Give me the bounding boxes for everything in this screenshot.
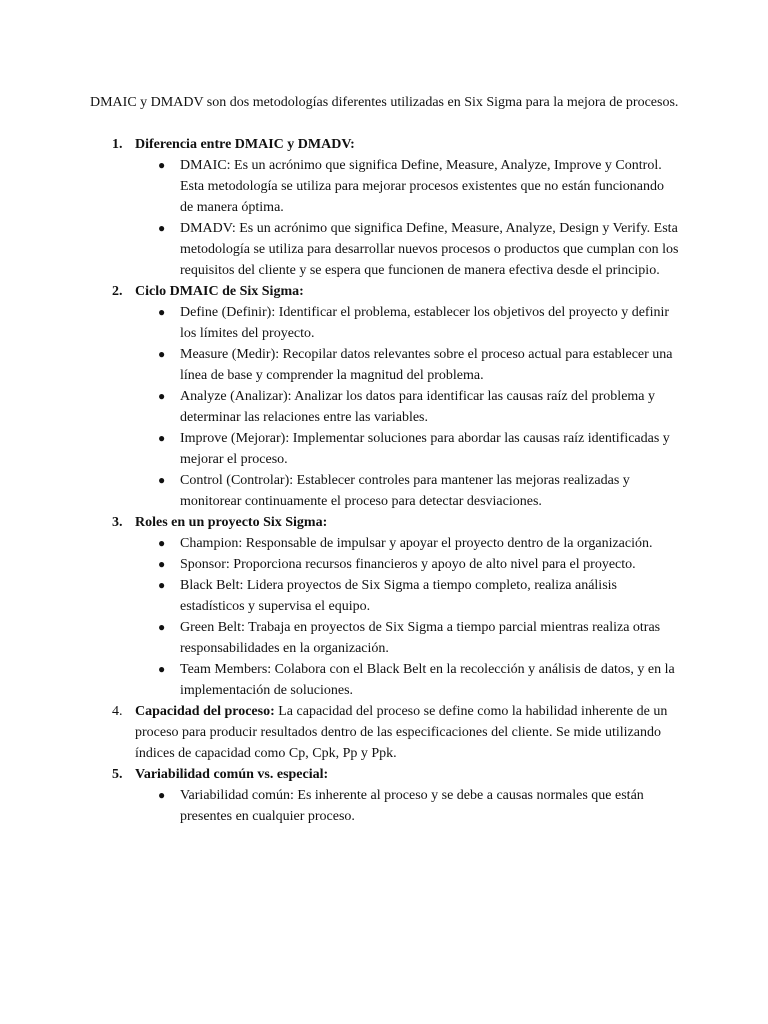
list-item: [135, 470, 680, 512]
list-item: [135, 617, 680, 659]
section-body-text: La capacidad del proceso se define como la habilidad inherente de un proceso para producir resultados dentro de las especificaciones del cliente. Se mide utilizando índices de capacidad como Cp, Cpk, Pp y Ppk.: [135, 704, 668, 761]
section-heading: Diferencia entre DMAIC y DMADV:: [135, 137, 355, 152]
list-item-text: Team Members: Colabora con el Black Belt en la recolección y análisis de datos, y en la implementación de soluciones.: [180, 662, 675, 698]
list-item-text: Analyze (Analizar): Analizar los datos para identificar las causas raíz del problema y determinar las relaciones entre las variables.: [180, 389, 656, 425]
bullet-icon: ●: [158, 473, 166, 487]
bullet-list: [135, 302, 690, 512]
list-item: [135, 533, 680, 554]
list-item: [135, 386, 680, 428]
section-number: 1.: [112, 137, 123, 152]
section-number: 2.: [112, 284, 123, 299]
list-item-text: Improve (Mejorar): Implementar soluciones para abordar las causas raíz identificadas y mejorar el proceso.: [180, 431, 670, 467]
list-item: [135, 659, 680, 701]
bullet-icon: ●: [158, 347, 166, 361]
list-item-text: Green Belt: Trabaja en proyectos de Six Sigma a tiempo parcial mientras realiza otras responsabilidades en la organización.: [180, 620, 661, 656]
list-item: [135, 155, 680, 218]
list-item-text: Variabilidad común: Es inherente al proceso y se debe a causas normales que están presentes en cualquier proceso.: [180, 788, 644, 824]
section-3: [90, 512, 690, 701]
section-2: [90, 281, 690, 512]
list-item-text: Control (Controlar): Establecer controles para mantener las mejoras realizadas y monitorear continuamente el proceso para detectar desviaciones.: [180, 473, 630, 509]
list-item: [135, 575, 680, 617]
section-heading: Roles en un proyecto Six Sigma:: [135, 515, 328, 530]
bullet-icon: ●: [158, 662, 166, 676]
list-item-text: Black Belt: Lidera proyectos de Six Sigma a tiempo completo, realiza análisis estadísticos y supervisa el equipo.: [180, 578, 617, 614]
bullet-icon: ●: [158, 536, 166, 550]
section-number: 5.: [112, 767, 123, 782]
section-4: [90, 701, 690, 764]
list-item-text: Measure (Medir): Recopilar datos relevantes sobre el proceso actual para establecer una línea de base y comprender la magnitud del problema.: [180, 347, 673, 383]
bullet-list: [135, 155, 690, 281]
intro-paragraph: DMAIC y DMADV son dos metodologías diferentes utilizadas en Six Sigma para la mejora de procesos.: [90, 95, 679, 110]
list-item: [135, 554, 680, 575]
section-1: [90, 134, 690, 281]
bullet-icon: ●: [158, 158, 166, 172]
section-list: [90, 134, 690, 827]
bullet-icon: ●: [158, 620, 166, 634]
list-item-text: Sponsor: Proporciona recursos financieros y apoyo de alto nivel para el proyecto.: [180, 557, 636, 572]
bullet-list: [135, 533, 690, 701]
section-heading: Capacidad del proceso:: [135, 704, 275, 719]
bullet-icon: ●: [158, 788, 166, 802]
section-number: 4.: [112, 704, 123, 719]
list-item: [135, 785, 680, 827]
section-paragraph: [135, 701, 675, 764]
bullet-icon: ●: [158, 431, 166, 445]
list-item: [135, 218, 680, 281]
section-heading: Ciclo DMAIC de Six Sigma:: [135, 284, 304, 299]
list-item-text: DMAIC: Es un acrónimo que significa Define, Measure, Analyze, Improve y Control. Esta metodología se utiliza para mejorar procesos existentes que no están funcionando de manera óptima.: [180, 158, 665, 215]
bullet-list: [135, 785, 690, 827]
bullet-icon: ●: [158, 305, 166, 319]
bullet-icon: ●: [158, 557, 166, 571]
document-body: [90, 92, 690, 827]
list-item-text: Champion: Responsable de impulsar y apoyar el proyecto dentro de la organización.: [180, 536, 653, 551]
bullet-icon: ●: [158, 221, 166, 235]
list-item-text: DMADV: Es un acrónimo que significa Define, Measure, Analyze, Design y Verify. Esta metodología se utiliza para desarrollar nuevos procesos o productos que cumplan con los requisitos del cliente y se espera que funcionen de manera efectiva desde el principio.: [180, 221, 679, 278]
section-number: 3.: [112, 515, 123, 530]
list-item-text: Define (Definir): Identificar el problema, establecer los objetivos del proyecto y definir los límites del proyecto.: [180, 305, 670, 341]
section-heading: Variabilidad común vs. especial:: [135, 767, 329, 782]
section-5: [90, 764, 690, 827]
bullet-icon: ●: [158, 389, 166, 403]
list-item: [135, 344, 680, 386]
bullet-icon: ●: [158, 578, 166, 592]
list-item: [135, 302, 680, 344]
list-item: [135, 428, 680, 470]
